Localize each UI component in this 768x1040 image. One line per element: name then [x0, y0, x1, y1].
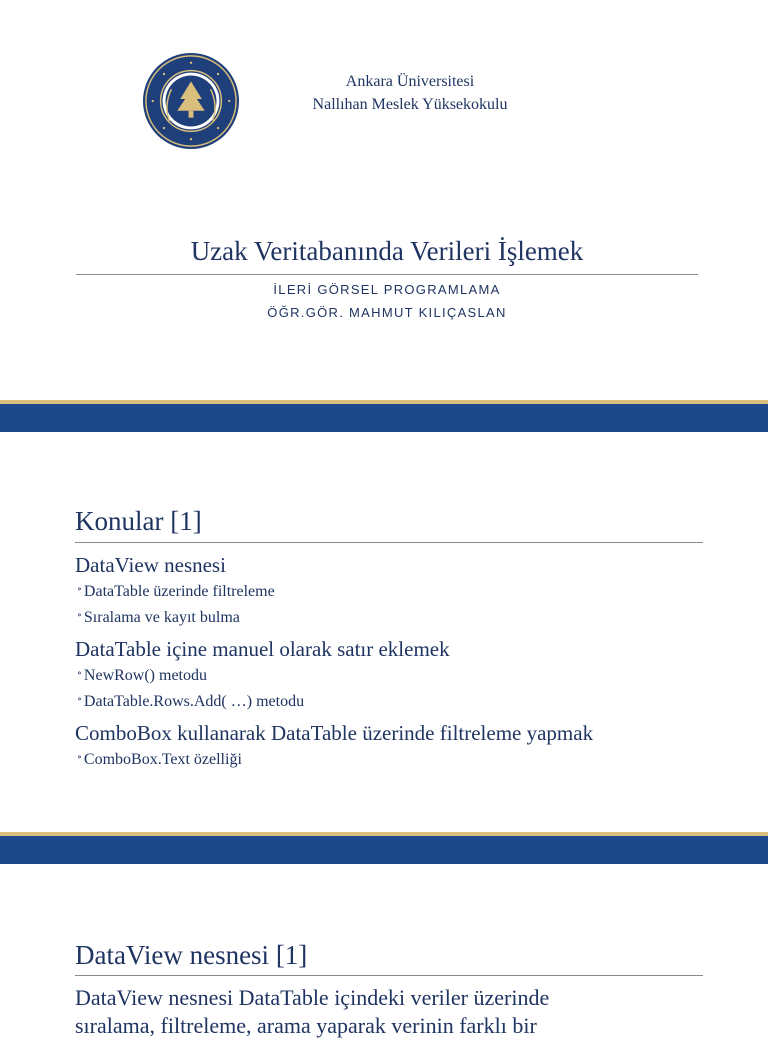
subtopic-item	[75, 604, 715, 630]
slide-heading: Konular [1]	[75, 506, 202, 536]
topic-group	[75, 720, 715, 772]
topic-group	[75, 636, 715, 714]
subtopic-item	[75, 746, 715, 772]
subtopic-label: ComboBox.Text özelliği	[83, 751, 242, 768]
bullet-icon: ∘	[77, 584, 82, 595]
dataview-slide	[0, 864, 768, 1038]
slide-heading: DataView nesnesi [1]	[75, 940, 308, 970]
bullet-icon: ∘	[77, 694, 82, 705]
heading-divider	[75, 542, 703, 543]
slide-separator-band	[0, 832, 768, 864]
subtopic-item	[75, 578, 715, 604]
subtopic-label: DataTable üzerinde filtreleme	[83, 583, 275, 600]
topic-item: ComboBox kullanarak DataTable üzerinde filtreleme yapmak	[75, 721, 594, 745]
topics-slide	[0, 432, 768, 832]
body-line: DataView nesnesi DataTable içindeki veriler üzerinde	[75, 985, 550, 1010]
title-divider	[76, 274, 698, 275]
instructor-name: ÖĞR.GÖR. MAHMUT KILIÇASLAN	[267, 305, 507, 320]
course-name: İLERİ GÖRSEL PROGRAMLAMA	[273, 282, 501, 297]
topic-group	[75, 552, 715, 630]
topic-item: DataView nesnesi	[75, 553, 226, 577]
subtopic-item	[75, 688, 715, 714]
university-seal-icon	[142, 52, 240, 150]
body-line: sıralama, filtreleme, arama yaparak verinin farklı bir	[75, 1013, 537, 1038]
bullet-icon: ∘	[77, 610, 82, 621]
bullet-icon: ∘	[77, 752, 82, 763]
slide-separator-band	[0, 400, 768, 432]
subtopic-label: DataTable.Rows.Add( …) metodu	[83, 693, 305, 710]
subtopic-label: Sıralama ve kayıt bulma	[83, 609, 240, 626]
institution-university: Ankara Üniversitesi	[345, 73, 475, 90]
presentation-title: Uzak Veritabanında Verileri İşlemek	[190, 236, 584, 266]
institution-school: Nallıhan Meslek Yüksekokulu	[312, 96, 508, 113]
title-slide	[0, 0, 768, 400]
heading-divider	[75, 975, 703, 976]
topic-list	[75, 552, 715, 778]
bullet-icon: ∘	[77, 668, 82, 679]
slide-body	[75, 984, 715, 1040]
subtopic-item	[75, 662, 715, 688]
subtopic-label: NewRow() metodu	[83, 667, 207, 684]
topic-item: DataTable içine manuel olarak satır eklemek	[75, 637, 450, 661]
institution-name	[270, 70, 550, 116]
